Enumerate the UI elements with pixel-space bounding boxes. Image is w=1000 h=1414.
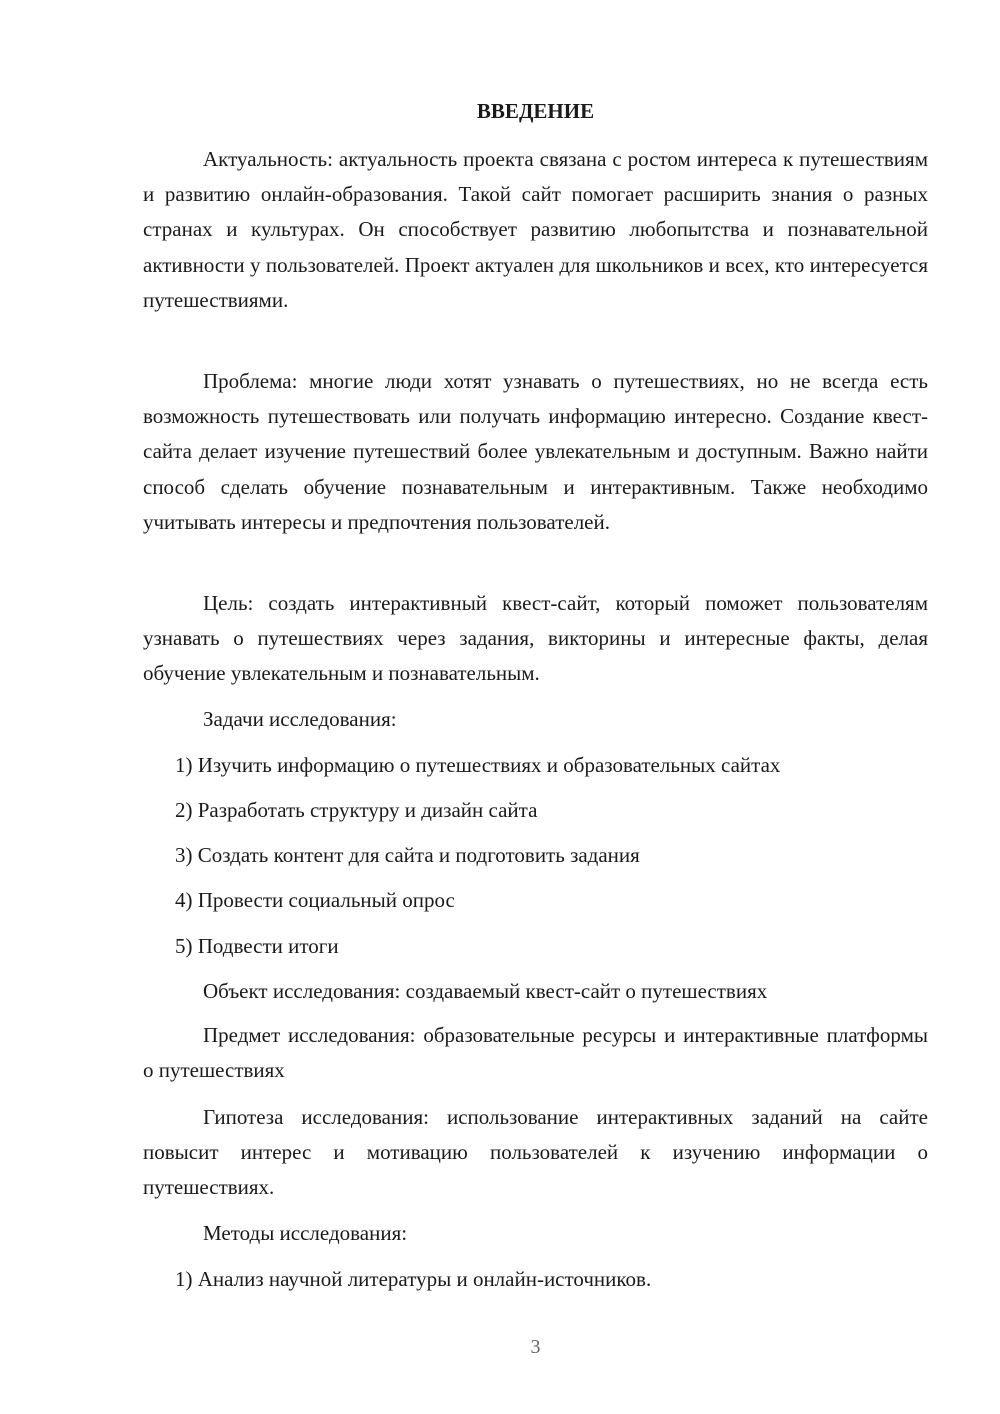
research-object: Объект исследования: создаваемый квест-сайт о путешествиях [203, 979, 768, 1003]
paragraph-relevance: Актуальность: актуальность проекта связана с ростом интереса к путешествиям и развитию онлайн-образования. Такой сайт помогает расширить знания о разных странах и культурах. Он способствует развитию любопытства и познавательной активности у пользователей. Проект актуален для школьников и всех, кто интересуется путешествиями. [143, 147, 928, 312]
section-title: ВВЕДЕНИЕ [476, 99, 595, 123]
method-item-1: 1) Анализ научной литературы и онлайн-источников. [175, 1267, 652, 1291]
paragraph-goal: Цель: создать интерактивный квест-сайт, который поможет пользователям узнавать о путешествиях через задания, викторины и интересные факты, делая обучение увлекательным и познавательным. [143, 591, 928, 686]
task-item-2: 2) Разработать структуру и дизайн сайта [175, 798, 538, 822]
methods-heading: Методы исследования: [203, 1221, 408, 1245]
page-number: 3 [530, 1336, 541, 1358]
research-hypothesis: Гипотеза исследования: использование интерактивных заданий на сайте повысит интерес и мотивацию пользователей к изучению информации о путешествиях. [143, 1105, 928, 1200]
task-item-5: 5) Подвести итоги [175, 934, 339, 958]
research-subject: Предмет исследования: образовательные ресурсы и интерактивные платформы о путешествиях [143, 1023, 928, 1083]
task-item-4: 4) Провести социальный опрос [175, 888, 455, 912]
task-item-3: 3) Создать контент для сайта и подготовить задания [175, 843, 640, 867]
paragraph-problem: Проблема: многие люди хотят узнавать о путешествиях, но не всегда есть возможность путешествовать или получать информацию интересно. Создание квест-сайта делает изучение путешествий более увлекательным и доступным. Важно найти способ сделать обучение познавательным и интерактивным. Также необходимо учитывать интересы и предпочтения пользователей. [143, 369, 928, 534]
task-item-1: 1) Изучить информацию о путешествиях и образовательных сайтах [175, 753, 781, 777]
tasks-heading: Задачи исследования: [203, 707, 397, 731]
